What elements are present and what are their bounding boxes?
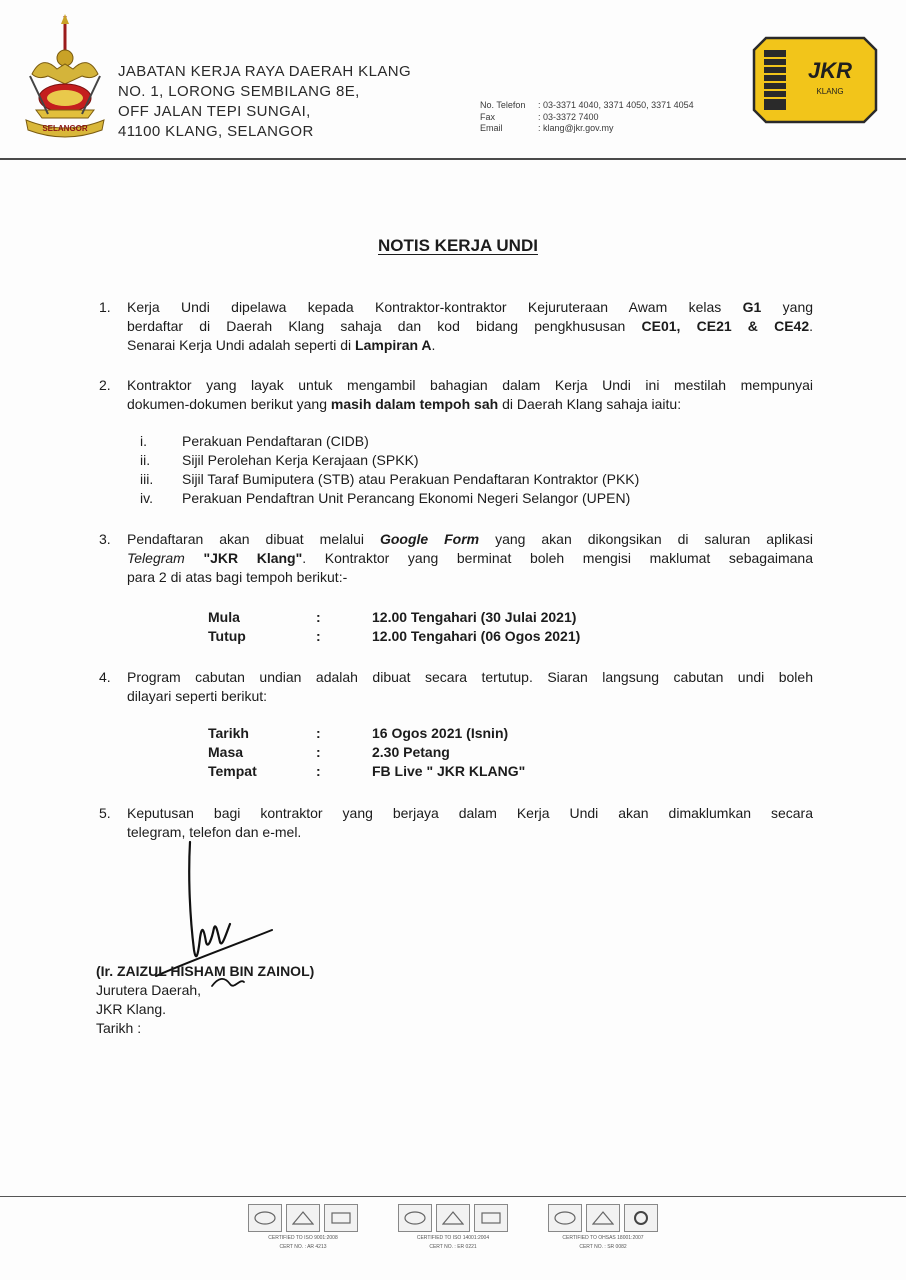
contact-email [480, 123, 694, 135]
contact-value: : 03-3371 4040, 3371 4050, 3371 4054 [538, 100, 694, 110]
signatory-office: JKR Klang. [96, 1001, 167, 1017]
selangor-crest-logo [22, 14, 108, 142]
draw-detail-row: Masa : 2.30 Petang [208, 744, 450, 760]
cert-mark-icon [286, 1204, 320, 1232]
signatory-date-label: Tarikh : [96, 1020, 142, 1036]
text-line: berdaftar di Daerah Klang sahaja dan kod bidang pengkhususan CE01, CE21 & CE42. [127, 318, 814, 334]
cert-mark-icon [548, 1204, 582, 1232]
contact-phone [480, 100, 694, 112]
notice-item-3 [99, 530, 815, 590]
document-list-item: ii. Sijil Perolehan Kerja Kerajaan (SPKK) [140, 452, 419, 468]
document-list-item: i. Perakuan Pendaftaran (CIDB) [140, 433, 369, 449]
footer-divider [0, 1196, 906, 1197]
notice-item-2 [99, 376, 815, 416]
text-line: Kerja Undi dipelawa kepada Kontraktor-kontraktor Kejuruteraan Awam kelas G1 yang [127, 299, 814, 315]
item-number: 3. [99, 531, 111, 547]
cert-caption: CERT NO. : ER 0221 [429, 1244, 477, 1250]
cert-mark-icon [624, 1204, 658, 1232]
notice-item-4 [99, 668, 815, 708]
text-line: para 2 di atas bagi tempoh berikut:- [127, 569, 348, 585]
period-row: Tutup : 12.00 Tengahari (06 Ogos 2021) [208, 628, 581, 644]
text-line: telegram, telefon dan e-mel. [127, 824, 302, 840]
jkr-logo-text: JKR [807, 58, 853, 83]
notice-title: NOTIS KERJA UNDI [378, 236, 538, 255]
contact-label: No. Telefon [480, 100, 526, 110]
document-list-item: iii. Sijil Taraf Bumiputera (STB) atau Perakuan Pendaftaran Kontraktor (PKK) [140, 471, 640, 487]
contact-info [480, 100, 694, 135]
jkr-logo [752, 36, 878, 124]
certification-group [230, 1204, 376, 1260]
contact-value: : 03-3372 7400 [538, 111, 599, 122]
item-text [127, 668, 813, 706]
item-text [127, 530, 813, 587]
certification-group [380, 1204, 526, 1260]
item-number: 1. [99, 299, 111, 315]
document-list-item: iv. Perakuan Pendaftran Unit Perancang Ekonomi Negeri Selangor (UPEN) [140, 490, 631, 506]
text-line: dilayari seperti berikut: [127, 688, 268, 704]
item-number: 2. [99, 377, 111, 393]
cert-caption: CERTIFIED TO ISO 9001:2008 [268, 1235, 338, 1241]
signatory-position: Jurutera Daerah, [96, 982, 202, 998]
cert-mark-icon [436, 1204, 470, 1232]
cert-mark-icon [474, 1204, 508, 1232]
registration-period [208, 608, 580, 646]
contact-value: : klang@jkr.gov.my [538, 123, 614, 133]
cert-mark-icon [248, 1204, 282, 1232]
cert-caption: CERT NO. : SR 0082 [579, 1244, 627, 1250]
item-number: 4. [99, 669, 111, 685]
contact-label: Email [480, 123, 503, 133]
cert-caption: CERTIFIED TO ISO 14001:2004 [416, 1235, 490, 1241]
item-text [127, 804, 813, 842]
text-line: Program cabutan undian adalah dibuat secara tertutup. Siaran langsung cabutan undi boleh [127, 669, 813, 685]
cert-mark-icon [398, 1204, 432, 1232]
jkr-logo-subtext: KLANG [816, 87, 844, 96]
crest-text: SELANGOR [42, 124, 88, 133]
cert-mark-icon [324, 1204, 358, 1232]
address-line: NO. 1, LORONG SEMBILANG 8E, [118, 83, 360, 100]
draw-detail-row: Tempat : FB Live " JKR KLANG" [208, 763, 526, 779]
signatory-block [96, 962, 314, 1038]
text-line: dokumen-dokumen berikut yang masih dalam tempoh sah di Daerah Klang sahaja iaitu: [127, 396, 682, 412]
address-line: OFF JALAN TEPI SUNGAI, [118, 103, 311, 120]
certification-group [530, 1204, 676, 1260]
contact-fax [480, 112, 694, 124]
text-line: Pendaftaran akan dibuat melalui Google Form yang akan dikongsikan di saluran aplikasi [127, 531, 813, 547]
notice-item-1 [99, 298, 815, 358]
item-text [127, 376, 813, 414]
period-row: Mula : 12.00 Tengahari (30 Julai 2021) [208, 609, 577, 625]
draw-detail-row: Tarikh : 16 Ogos 2021 (Isnin) [208, 725, 509, 741]
item-number: 5. [99, 805, 111, 821]
office-address [118, 62, 411, 142]
cert-caption: CERT NO. : AR 4213 [279, 1244, 327, 1250]
text-line: Telegram "JKR Klang". Kontraktor yang berminat boleh mengisi maklumat sebagaimana [127, 550, 813, 566]
draw-details [208, 724, 525, 781]
text-line: Senarai Kerja Undi adalah seperti di Lampiran A. [127, 337, 436, 353]
cert-caption: CERTIFIED TO OHSAS 18001:2007 [562, 1235, 644, 1241]
header-divider [0, 158, 906, 160]
certification-badges [230, 1204, 676, 1264]
signatory-name: (Ir. ZAIZUL HISHAM BIN ZAINOL) [96, 963, 315, 979]
address-line: JABATAN KERJA RAYA DAERAH KLANG [118, 63, 412, 80]
text-line: Kontraktor yang layak untuk mengambil bahagian dalam Kerja Undi ini mestilah mempunyai [127, 377, 813, 393]
text-line: Keputusan bagi kontraktor yang berjaya dalam Kerja Undi akan dimaklumkan secara [127, 805, 813, 821]
contact-label: Fax [480, 111, 496, 122]
document-list [140, 432, 639, 508]
cert-mark-icon [586, 1204, 620, 1232]
item-text [127, 298, 813, 355]
address-line: 41100 KLANG, SELANGOR [118, 123, 314, 140]
